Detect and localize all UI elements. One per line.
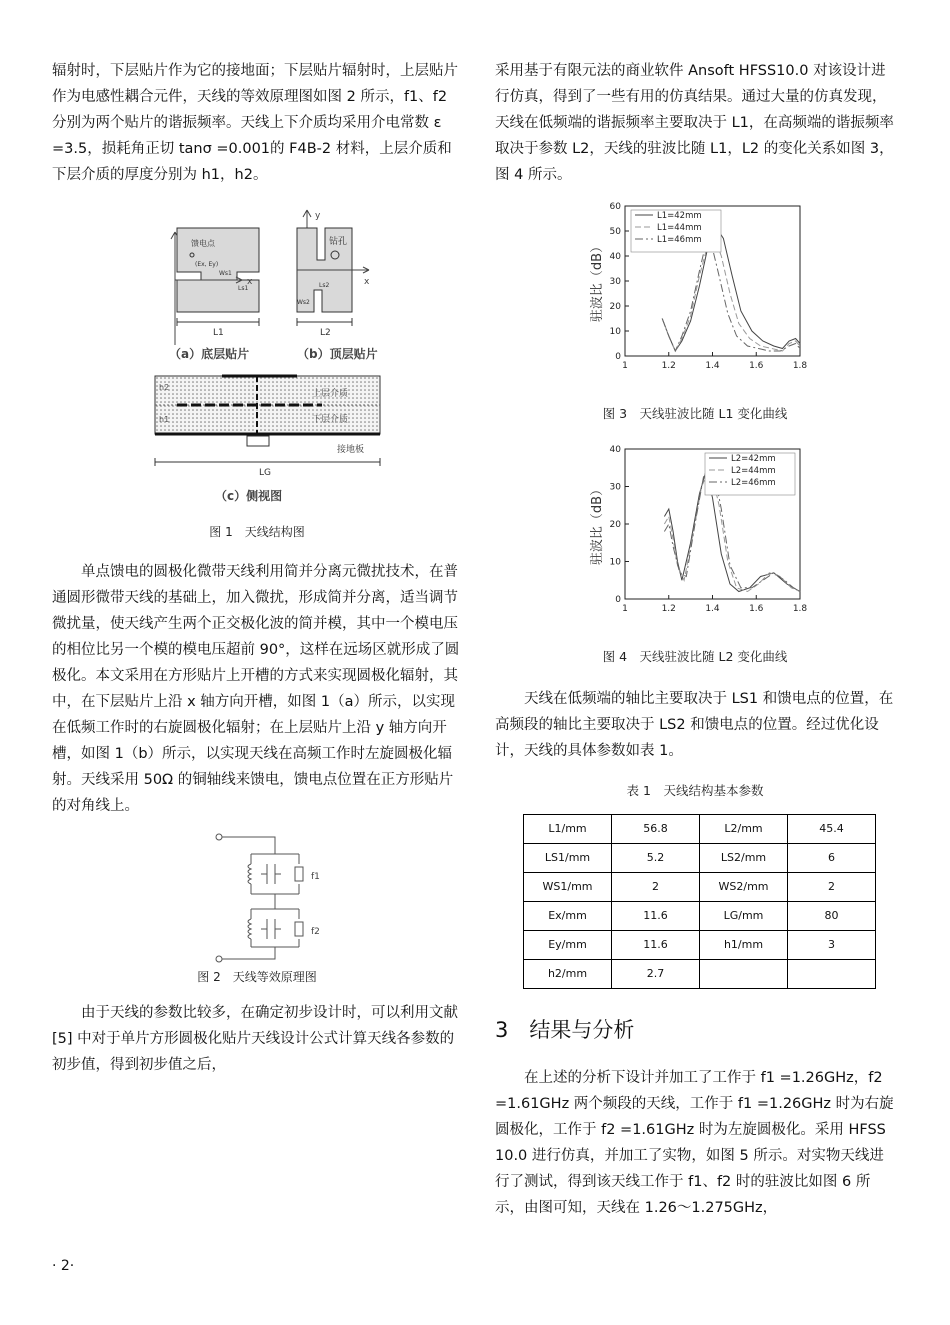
y-tick-label: 50	[609, 227, 621, 237]
x-tick-label: 1	[622, 604, 628, 614]
lg-dimension-label: LG	[259, 468, 271, 478]
table-row	[524, 844, 876, 873]
parameters-table	[523, 814, 876, 989]
table-cell: 2.7	[612, 960, 700, 989]
y-tick-label: 40	[609, 445, 621, 455]
x-axis-label-a: x	[247, 277, 253, 287]
table-row	[524, 815, 876, 844]
y-tick-label: 10	[609, 557, 621, 568]
figure-2-equivalent-circuit	[127, 829, 387, 984]
table-cell: 45.4	[788, 815, 876, 844]
table-cell	[788, 960, 876, 989]
x-tick-label: 1.8	[792, 604, 808, 614]
legend-label: L1=44mm	[657, 223, 702, 233]
y-tick-label: 40	[609, 252, 621, 262]
resonator-f2	[248, 909, 320, 947]
right-column	[495, 58, 895, 1221]
ls1-label: Ls1	[238, 285, 249, 292]
x-tick-label: 1	[622, 361, 628, 371]
legend-label: L2=44mm	[731, 466, 776, 476]
resonator-f1	[248, 854, 320, 909]
right-paragraph-3: 在上述的分析下设计并加工了工作于 f1 =1.26GHz，f2 =1.61GHz 两个频段的天线，工作于 f1 =1.26GHz 时为右旋圆极化，工作于 f2 =1.61GHz 时为左旋圆极化。采用 HFSS 10.0 进行仿真，并加工了实物，如图 5 所示。对实物天线进行了测试，得到该天线工作于 f1、f2 时的驻波比如图 6 所示，由图可知，天线在 1.26～1.275GHz，	[495, 1070, 894, 1216]
table-cell: 11.6	[612, 902, 700, 931]
table-cell: LS1/mm	[524, 844, 612, 873]
f2-label: f2	[311, 927, 320, 937]
table-row	[524, 902, 876, 931]
subfigure-b-label: （b）顶层贴片	[297, 347, 378, 361]
y-tick-label: 60	[609, 202, 621, 212]
x-tick-label: 1.8	[792, 361, 808, 371]
f1-label: f1	[311, 872, 320, 882]
section-3-title: 3 结果与分析	[495, 1018, 635, 1042]
chart-svg	[495, 194, 895, 386]
right-paragraph-1: 采用基于有限元法的商业软件 Ansoft HFSS10.0 对该设计进行仿真，得到了一些有用的仿真结果。通过大量的仿真发现，天线在低频端的谐振频率主要取决于 L1，在高频端的谐振频率取决于参数 L2，天线的驻波比随 L1，L2 的变化关系如图 3，图 4 所示。	[495, 63, 894, 183]
l2-dimension-label: L2	[320, 328, 331, 338]
l1-dimension-label: L1	[213, 328, 224, 338]
h1-label: h1	[159, 415, 170, 424]
figure-2-caption: 图 2 天线等效原理图	[197, 970, 317, 984]
table-cell: 3	[788, 931, 876, 960]
table-cell: h2/mm	[524, 960, 612, 989]
table-cell: 5.2	[612, 844, 700, 873]
table-row	[524, 873, 876, 902]
table-cell: WS1/mm	[524, 873, 612, 902]
table-cell	[700, 960, 788, 989]
figure-4-caption: 图 4 天线驻波比随 L2 变化曲线	[602, 649, 788, 664]
h2-label: h2	[159, 383, 170, 392]
table-cell: 2	[612, 873, 700, 902]
table-cell: 2	[788, 873, 876, 902]
subfigure-a-label: （a）底层贴片	[169, 347, 250, 361]
table-cell: Ey/mm	[524, 931, 612, 960]
table-cell: 11.6	[612, 931, 700, 960]
right-paragraph-2: 天线在低频端的轴比主要取决于 LS1 和馈电点的位置，在高频段的轴比主要取决于 LS2 和馈电点的位置。经过优化设计，天线的具体参数如表 1。	[495, 691, 894, 759]
x-axis-label-b: x	[364, 277, 370, 287]
upper-medium-label: 上层介质	[312, 389, 349, 399]
legend-label: L2=46mm	[731, 478, 776, 488]
side-view-diagram	[155, 376, 380, 503]
chart-svg	[495, 437, 895, 629]
figure-1-antenna-structure	[107, 200, 407, 545]
x-tick-label: 1.6	[749, 604, 764, 614]
x-tick-label: 1.2	[661, 361, 676, 371]
table-cell: LG/mm	[700, 902, 788, 931]
y-tick-label: 30	[609, 277, 621, 287]
table-row	[524, 960, 876, 989]
drill-hole-label: 钻孔	[329, 237, 348, 247]
y-tick-label: 10	[609, 327, 621, 337]
ground-plane-label: 接地板	[337, 445, 365, 455]
table-1-caption: 表 1 天线结构基本参数	[626, 783, 764, 798]
y-tick-label: 20	[609, 302, 621, 312]
left-column	[52, 58, 462, 1078]
feed-coord-label: (Ex, Ey)	[195, 261, 219, 268]
table-cell: h1/mm	[700, 931, 788, 960]
bottom-patch-diagram	[169, 228, 259, 361]
legend-label: L1=46mm	[657, 235, 702, 245]
lower-medium-label: 下层介质	[312, 415, 349, 425]
y-tick-label: 0	[615, 352, 621, 362]
y-tick-label: 30	[609, 482, 621, 493]
table-cell: WS2/mm	[700, 873, 788, 902]
figure-1-caption: 图 1 天线结构图	[209, 525, 305, 539]
left-paragraph-3: 由于天线的参数比较多，在确定初步设计时，可以利用文献 [5] 中对于单片方形圆极化贴片天线设计公式计算天线各参数的初步值，得到初步值之后，	[52, 1005, 458, 1073]
legend-label: L1=42mm	[657, 211, 702, 221]
table-cell: 80	[788, 902, 876, 931]
left-paragraph-2: 单点馈电的圆极化微带天线利用简并分离元微扰技术，在普通圆形微带天线的基础上，加入微扰，形成简并分离，适当调节微扰量，使天线产生两个正交极化波的简并模，其中一个模电压的相位比另一个模的模电压超前 90°，这样在远场区就形成了圆极化。本文采用在方形贴片上开槽的方式来实现圆极化辐射，其中，在下层贴片上沿 x 轴方向开槽，如图 1（a）所示，以实现在低频工作时的右旋圆极化辐射；在上层贴片上沿 y 轴方向开槽，如图 1（b）所示，以实现天线在高频工作时左旋圆极化辐射。天线采用 50Ω 的铜轴线来馈电，馈电点位置在正方形贴片的对角线上。	[52, 564, 460, 814]
ls2-label: Ls2	[319, 282, 330, 289]
x-tick-label: 1.4	[705, 361, 720, 371]
y-tick-label: 20	[609, 520, 621, 530]
y-tick-label: 0	[615, 595, 621, 605]
figure-3-chart	[495, 194, 895, 395]
table-cell: L2/mm	[700, 815, 788, 844]
x-tick-label: 1.2	[661, 604, 676, 614]
table-cell: L1/mm	[524, 815, 612, 844]
table-cell: LS2/mm	[700, 844, 788, 873]
ws1-label: Ws1	[219, 270, 232, 277]
feed-point-label: 馈电点	[191, 239, 215, 248]
table-row	[524, 931, 876, 960]
x-tick-label: 1.4	[705, 604, 720, 614]
figure-3-caption: 图 3 天线驻波比随 L1 变化曲线	[602, 406, 788, 421]
page-number: · 2·	[52, 1258, 75, 1274]
y-axis-label: 驻波比（dB）	[590, 239, 605, 323]
figure-4-chart	[495, 437, 895, 638]
table-cell: 6	[788, 844, 876, 873]
table-cell: 56.8	[612, 815, 700, 844]
y-axis-label: 驻波比（dB）	[590, 482, 605, 566]
x-tick-label: 1.6	[749, 361, 764, 371]
subfigure-c-label: （c）侧视图	[215, 489, 283, 503]
table-cell: Ex/mm	[524, 902, 612, 931]
left-paragraph-1: 辐射时，下层贴片作为它的接地面；下层贴片辐射时，上层贴片作为电感性耦合元件，天线的等效原理图如图 2 所示，f1、f2 分别为两个贴片的谐振频率。天线上下介质均采用介电常数 ε =3.5，损耗角正切 tanσ =0.001的 F4B-2 材料，上层介质和下层介质的厚度分别为 h1，h2。	[52, 63, 458, 183]
top-patch-diagram	[297, 210, 378, 361]
y-axis-label-b: y	[315, 211, 321, 221]
legend-label: L2=42mm	[731, 454, 776, 464]
ws2-label: Ws2	[297, 299, 310, 306]
